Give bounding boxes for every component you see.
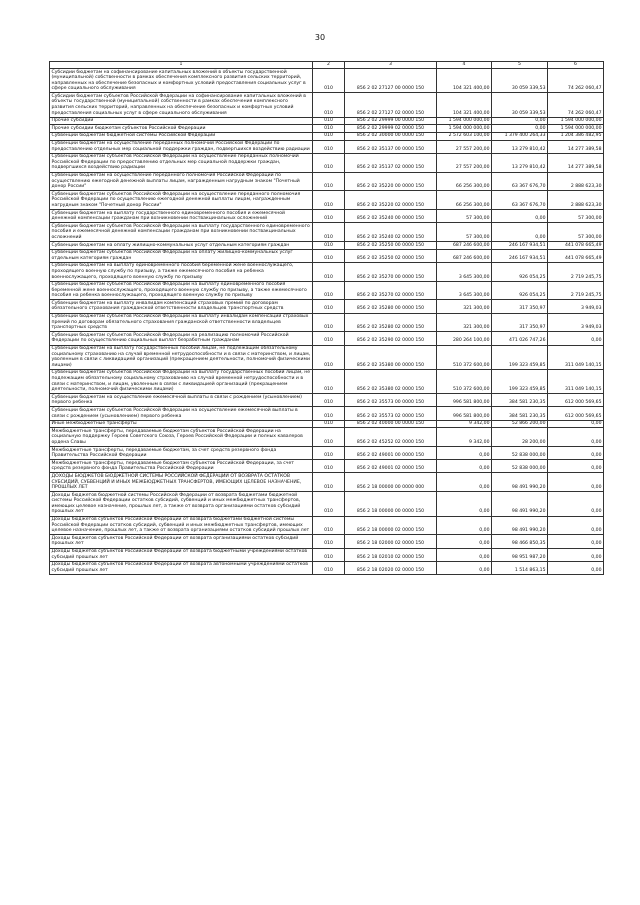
row-plan-cell: 57 300,00	[437, 223, 492, 242]
row-rest-cell: 0,00	[548, 332, 604, 345]
row-rest-cell: 0,00	[548, 447, 604, 460]
row-code-cell: 010	[313, 345, 345, 369]
row-fact-cell: 317 350,97	[492, 300, 548, 313]
table-row	[50, 535, 604, 548]
row-fact-cell: 926 054,25	[492, 281, 548, 300]
row-fact-cell: 0,00	[492, 223, 548, 242]
row-name-cell: Субвенции бюджетам субъектов Российской Федерации на реализацию полномочий Российской Федерации по осуществлению социальных выплат безработным гражданам	[50, 332, 313, 345]
row-rest-cell: 0,00	[548, 561, 604, 574]
row-code-cell: 010	[313, 242, 345, 250]
table-row	[50, 242, 604, 250]
row-rest-cell: 612 000 569,65	[548, 407, 604, 420]
row-fact-cell: 13 279 810,42	[492, 153, 548, 172]
row-rest-cell: 0,00	[548, 516, 604, 535]
row-kbk-cell: 856 2 02 49001 00 0000 150	[345, 447, 437, 460]
row-code-cell: 010	[313, 516, 345, 535]
row-plan-cell: 104 321 400,00	[437, 93, 492, 117]
row-kbk-cell: 856 2 18 00000 00 0000 000	[345, 473, 437, 492]
row-name-cell: Прочие субсидии	[50, 117, 313, 125]
row-rest-cell: 0,00	[548, 535, 604, 548]
row-code-cell: 010	[313, 394, 345, 407]
row-code-cell: 010	[313, 460, 345, 473]
row-plan-cell: 996 581 800,00	[437, 394, 492, 407]
table-row	[50, 153, 604, 172]
row-kbk-cell: 856 2 02 35240 00 0000 150	[345, 210, 437, 223]
row-name-cell: Доходы бюджетов субъектов Российской Федерации от возврата организациями остатков субсидий прошлых лет	[50, 535, 313, 548]
row-plan-cell: 996 581 800,00	[437, 407, 492, 420]
table-row	[50, 191, 604, 210]
row-code-cell: 010	[313, 300, 345, 313]
row-plan-cell: 9 342,00	[437, 420, 492, 428]
row-plan-cell: 9 342,00	[437, 428, 492, 447]
row-name-cell: Субвенции бюджетам субъектов Российской Федерации на выплату государственного единовременного пособия и ежемесячной денежной компенсации гражданам при возникновении поствакцинальных осложнений	[50, 223, 313, 242]
row-fact-cell: 28 200,00	[492, 428, 548, 447]
row-name-cell: ДОХОДЫ БЮДЖЕТОВ БЮДЖЕТНОЙ СИСТЕМЫ РОССИЙСКОЙ ФЕДЕРАЦИИ ОТ ВОЗВРАТА ОСТАТКОВ СУБСИДИЙ, СУБВЕНЦИЙ И ИНЫХ МЕЖБЮДЖЕТНЫХ ТРАНСФЕРТОВ, ИМЕЮЩИХ ЦЕЛЕВОЕ НАЗНАЧЕНИЕ, ПРОШЛЫХ ЛЕТ	[50, 473, 313, 492]
table-row	[50, 210, 604, 223]
column-number-row	[50, 62, 604, 69]
table-row	[50, 548, 604, 561]
row-code-cell: 010	[313, 535, 345, 548]
row-kbk-cell: 856 2 18 00000 02 0000 150	[345, 516, 437, 535]
row-fact-cell: 384 581 230,35	[492, 407, 548, 420]
row-fact-cell: 30 059 339,53	[492, 69, 548, 93]
row-code-cell: 010	[313, 548, 345, 561]
row-fact-cell: 52 838 000,00	[492, 447, 548, 460]
row-rest-cell: 57 300,00	[548, 210, 604, 223]
row-kbk-cell: 856 2 02 40000 00 0000 150	[345, 420, 437, 428]
row-kbk-cell: 856 2 02 35280 00 0000 150	[345, 300, 437, 313]
row-name-cell: Иные межбюджетные трансферты	[50, 420, 313, 428]
row-plan-cell: 0,00	[437, 460, 492, 473]
row-kbk-cell: 856 2 02 35240 02 0000 150	[345, 223, 437, 242]
row-name-cell: Субсидии бюджетам на софинансирование капитальных вложений в объекты государственной (муниципальной) собственности в рамках обеспечения комплексного развития сельских территорий, направленных на обеспечение безопасных и комфортных условий предоставления социальных услуг в сфере социального обслуживания	[50, 69, 313, 93]
row-kbk-cell: 856 2 02 35380 02 0000 150	[345, 369, 437, 393]
row-rest-cell: 2 888 623,30	[548, 191, 604, 210]
row-plan-cell: 0,00	[437, 492, 492, 516]
row-fact-cell: 52 838 000,00	[492, 460, 548, 473]
row-kbk-cell: 856 2 02 35270 02 0000 150	[345, 281, 437, 300]
row-kbk-cell: 856 2 18 02010 02 0000 150	[345, 548, 437, 561]
row-code-cell: 010	[313, 281, 345, 300]
row-rest-cell: 0,00	[548, 548, 604, 561]
row-fact-cell: 1 379 400 264,33	[492, 132, 548, 140]
row-name-cell: Субвенции бюджетам бюджетной системы Российской Федерации	[50, 132, 313, 140]
row-fact-cell: 98 466 850,35	[492, 535, 548, 548]
row-name-cell: Субвенции бюджетам субъектов Российской Федерации на выплату инвалидам компенсаций страховых премий по договорам обязательного страхования гражданской ответственности владельцев транспортных средств	[50, 313, 313, 332]
row-rest-cell: 1 594 000 000,00	[548, 125, 604, 133]
row-fact-cell: 471 026 747,26	[492, 332, 548, 345]
row-plan-cell: 3 645 300,00	[437, 281, 492, 300]
row-name-cell: Прочие субсидии бюджетам субъектов Российской Федерации	[50, 125, 313, 133]
row-kbk-cell: 856 2 18 02000 02 0000 150	[345, 535, 437, 548]
row-fact-cell: 98 491 990,20	[492, 516, 548, 535]
row-name-cell: Субвенции бюджетам субъектов Российской Федерации на осуществление переданных полномочий Российской Федерации по предоставлению отдельных мер социальной поддержки граждан, подвергшихся воздействию радиации	[50, 153, 313, 172]
table-row	[50, 460, 604, 473]
row-rest-cell: 1 204 386 482,95	[548, 132, 604, 140]
row-fact-cell: 98 951 987,20	[492, 548, 548, 561]
row-fact-cell: 13 279 810,42	[492, 140, 548, 153]
row-kbk-cell: 856 2 02 35280 02 0000 150	[345, 313, 437, 332]
row-plan-cell: 0,00	[437, 447, 492, 460]
table-row	[50, 561, 604, 574]
row-fact-cell: 0,00	[492, 117, 548, 125]
row-name-cell: Субсидии бюджетам субъектов Российской Федерации на софинансирование капитальных вложений в объекты государственной (муниципальной) собственности в рамках обеспечения комплексного развития сельских территорий, направленных на обеспечение безопасных и комфортных условий предоставления социальных услуг в сфере социального обслуживания	[50, 93, 313, 117]
row-code-cell: 010	[313, 223, 345, 242]
row-rest-cell: 0,00	[548, 428, 604, 447]
row-name-cell: Межбюджетные трансферты, передаваемые бюджетам, за счет средств резервного фонда Правительства Российской Федерации	[50, 447, 313, 460]
row-kbk-cell: 856 2 02 35573 02 0000 150	[345, 407, 437, 420]
row-code-cell: 010	[313, 473, 345, 492]
row-rest-cell: 0,00	[548, 473, 604, 492]
row-rest-cell: 0,00	[548, 492, 604, 516]
table-row	[50, 516, 604, 535]
row-code-cell: 010	[313, 191, 345, 210]
row-plan-cell: 0,00	[437, 516, 492, 535]
row-fact-cell: 384 581 230,35	[492, 394, 548, 407]
row-plan-cell: 1 594 000 000,00	[437, 117, 492, 125]
row-code-cell: 010	[313, 249, 345, 262]
row-fact-cell: 63 367 676,70	[492, 172, 548, 191]
row-fact-cell: 52 866 200,00	[492, 420, 548, 428]
table-row	[50, 313, 604, 332]
row-fact-cell: 246 167 934,51	[492, 249, 548, 262]
row-code-cell: 010	[313, 447, 345, 460]
row-plan-cell: 0,00	[437, 548, 492, 561]
row-name-cell: Субвенции бюджетам на выплату государственных пособий лицам, не подлежащим обязательному социальному страхованию на случай временной нетрудоспособности и в связи с материнством, и лицам, уволенным в связи с ликвидацией организаций (прекращением деятельности, полномочий физическими лицами)	[50, 345, 313, 369]
row-fact-cell: 199 323 459,85	[492, 345, 548, 369]
row-code-cell: 010	[313, 153, 345, 172]
row-plan-cell: 280 264 100,00	[437, 332, 492, 345]
row-plan-cell: 510 372 600,00	[437, 369, 492, 393]
table-row	[50, 407, 604, 420]
row-fact-cell: 246 167 934,51	[492, 242, 548, 250]
row-name-cell: Субвенции бюджетам субъектов Российской Федерации на выплату государственных пособий лицам, не подлежащим обязательному социальному страхованию на случай временной нетрудоспособности и в связи с материнством, и лицам, уволенным в связи с ликвидацией организаций (прекращением деятельности, полномочий физическими лицами)	[50, 369, 313, 393]
row-kbk-cell: 856 2 02 35290 02 0000 150	[345, 332, 437, 345]
row-name-cell: Субвенции бюджетам на осуществление переданных полномочий Российской Федерации по предоставлению отдельных мер социальной поддержки граждан, подвергшихся воздействию радиации	[50, 140, 313, 153]
row-rest-cell: 57 300,00	[548, 223, 604, 242]
row-rest-cell: 2 719 245,75	[548, 281, 604, 300]
row-code-cell: 010	[313, 132, 345, 140]
row-fact-cell: 317 350,97	[492, 313, 548, 332]
row-fact-cell: 199 323 459,85	[492, 369, 548, 393]
row-plan-cell: 0,00	[437, 473, 492, 492]
row-kbk-cell: 856 2 18 02020 02 0000 150	[345, 561, 437, 574]
table-row	[50, 428, 604, 447]
row-rest-cell: 14 277 389,58	[548, 140, 604, 153]
row-name-cell: Субвенции бюджетам на выплату инвалидам компенсаций страховых премий по договорам обязательного страхования гражданской ответственности владельцев транспортных средств	[50, 300, 313, 313]
table-row	[50, 69, 604, 93]
row-name-cell: Субвенции бюджетам субъектов Российской Федерации на осуществление ежемесячной выплаты в связи с рождением (усыновлением) первого ребенка	[50, 407, 313, 420]
row-rest-cell: 2 719 245,75	[548, 262, 604, 281]
row-rest-cell: 3 949,03	[548, 300, 604, 313]
row-kbk-cell: 856 2 02 35137 00 0000 150	[345, 140, 437, 153]
row-code-cell: 010	[313, 492, 345, 516]
row-code-cell: 010	[313, 140, 345, 153]
row-code-cell: 010	[313, 69, 345, 93]
row-plan-cell: 321 300,00	[437, 300, 492, 313]
row-plan-cell: 0,00	[437, 535, 492, 548]
row-plan-cell: 510 372 600,00	[437, 345, 492, 369]
row-kbk-cell: 856 2 02 49001 02 0000 150	[345, 460, 437, 473]
row-name-cell: Субвенции бюджетам на осуществление ежемесячной выплаты в связи с рождением (усыновлением) первого ребенка	[50, 394, 313, 407]
row-rest-cell: 0,00	[548, 460, 604, 473]
row-fact-cell: 98 491 990,20	[492, 473, 548, 492]
row-kbk-cell: 856 2 02 35220 02 0000 150	[345, 191, 437, 210]
table-row	[50, 281, 604, 300]
row-code-cell: 010	[313, 125, 345, 133]
row-kbk-cell: 856 2 02 45252 02 0000 150	[345, 428, 437, 447]
row-plan-cell: 687 246 600,00	[437, 249, 492, 262]
row-kbk-cell: 856 2 02 35380 00 0000 150	[345, 345, 437, 369]
row-name-cell: Доходы бюджетов субъектов Российской Федерации от возврата бюджетными учреждениями остатков субсидий прошлых лет	[50, 548, 313, 561]
row-fact-cell: 1 514 863,15	[492, 561, 548, 574]
row-kbk-cell: 856 2 02 30000 00 0000 150	[345, 132, 437, 140]
row-code-cell: 010	[313, 561, 345, 574]
table-row	[50, 132, 604, 140]
row-rest-cell: 311 049 140,15	[548, 369, 604, 393]
row-code-cell: 010	[313, 210, 345, 223]
row-code-cell: 010	[313, 313, 345, 332]
row-plan-cell: 687 246 600,00	[437, 242, 492, 250]
row-plan-cell: 104 321 400,00	[437, 69, 492, 93]
row-plan-cell: 1 594 000 000,00	[437, 125, 492, 133]
row-name-cell: Доходы бюджетов бюджетной системы Российской Федерации от возврата бюджетами бюджетной системы Российской Федерации остатков субсидий, субвенций и иных межбюджетных трансфертов, имеющих целевое назначение, прошлых лет, а также от возврата организациями остатков субсидий прошлых лет	[50, 492, 313, 516]
row-kbk-cell: 856 2 02 35270 00 0000 150	[345, 262, 437, 281]
row-code-cell: 010	[313, 420, 345, 428]
row-rest-cell: 441 078 665,49	[548, 249, 604, 262]
row-code-cell: 010	[313, 172, 345, 191]
table-row	[50, 172, 604, 191]
column-header: 4	[437, 62, 492, 69]
table-row	[50, 93, 604, 117]
row-name-cell: Доходы бюджетов субъектов Российской Федерации от возврата бюджетами бюджетной системы Российской Федерации остатков субсидий, субвенций и иных межбюджетных трансфертов, имеющих целевое назначение, прошлых лет, а также от возврата организациями остатков субсидий прошлых лет	[50, 516, 313, 535]
row-kbk-cell: 856 2 18 00000 00 0000 150	[345, 492, 437, 516]
row-kbk-cell: 856 2 02 35137 02 0000 150	[345, 153, 437, 172]
row-rest-cell: 74 262 060,47	[548, 93, 604, 117]
row-fact-cell: 98 491 990,20	[492, 492, 548, 516]
table-row	[50, 492, 604, 516]
row-plan-cell: 57 300,00	[437, 210, 492, 223]
table-row	[50, 117, 604, 125]
table-row	[50, 447, 604, 460]
table-row	[50, 345, 604, 369]
column-header: 5	[492, 62, 548, 69]
row-name-cell: Субвенции бюджетам субъектов Российской Федерации на осуществление переданного полномочия Российской Федерации по осуществлению ежегодной денежной выплаты лицам, награжденным нагрудным знаком "Почетный донор России"	[50, 191, 313, 210]
row-fact-cell: 0,00	[492, 210, 548, 223]
row-kbk-cell: 856 2 02 35573 00 0000 150	[345, 394, 437, 407]
row-code-cell: 010	[313, 117, 345, 125]
table-row	[50, 262, 604, 281]
row-kbk-cell: 856 2 02 35220 00 0000 150	[345, 172, 437, 191]
row-rest-cell: 0,00	[548, 420, 604, 428]
row-name-cell: Субвенции бюджетам субъектов Российской Федерации на оплату жилищно-коммунальных услуг отдельным категориям граждан	[50, 249, 313, 262]
row-rest-cell: 2 888 623,30	[548, 172, 604, 191]
row-fact-cell: 0,00	[492, 125, 548, 133]
row-plan-cell: 3 645 300,00	[437, 262, 492, 281]
row-name-cell: Субвенции бюджетам на выплату единовременного пособия беременной жене военнослужащего, проходящего военную службу по призыву, а также ежемесячного пособия на ребенка военнослужащего, проходящего военную службу по призыву	[50, 262, 313, 281]
table-row	[50, 125, 604, 133]
table-row	[50, 223, 604, 242]
row-name-cell: Субвенции бюджетам на оплату жилищно-коммунальных услуг отдельным категориям граждан	[50, 242, 313, 250]
table-row	[50, 420, 604, 428]
table-row	[50, 300, 604, 313]
row-code-cell: 010	[313, 262, 345, 281]
page-number: 30	[314, 33, 326, 42]
row-name-cell: Субвенции бюджетам субъектов Российской Федерации на выплату единовременного пособия беременной жене военнослужащего, проходящего военную службу по призыву, а также ежемесячного пособия на ребенка военнослужащего, проходящего военную службу по призыву	[50, 281, 313, 300]
row-name-cell: Межбюджетные трансферты, передаваемые бюджетам субъектов Российской Федерации, за счет средств резервного фонда Правительства Российской Федерации	[50, 460, 313, 473]
row-plan-cell: 27 557 200,00	[437, 140, 492, 153]
row-kbk-cell: 856 2 02 27127 02 0000 150	[345, 93, 437, 117]
row-code-cell: 010	[313, 407, 345, 420]
row-rest-cell: 14 277 389,58	[548, 153, 604, 172]
row-code-cell: 010	[313, 369, 345, 393]
column-header: 3	[345, 62, 437, 69]
row-rest-cell: 1 594 000 000,00	[548, 117, 604, 125]
row-code-cell: 010	[313, 428, 345, 447]
budget-table	[49, 61, 604, 575]
row-fact-cell: 63 367 676,70	[492, 191, 548, 210]
row-plan-cell: 66 256 300,00	[437, 191, 492, 210]
row-code-cell: 010	[313, 332, 345, 345]
row-rest-cell: 74 262 060,47	[548, 69, 604, 93]
table-body	[50, 69, 604, 575]
row-kbk-cell: 856 2 02 29999 00 0000 150	[345, 117, 437, 125]
row-fact-cell: 30 059 339,53	[492, 93, 548, 117]
row-plan-cell: 321 300,00	[437, 313, 492, 332]
table-row	[50, 140, 604, 153]
row-name-cell: Субвенции бюджетам на выплату государственного единовременного пособия и ежемесячной денежной компенсации гражданам при возникновении поствакцинальных осложнений	[50, 210, 313, 223]
row-name-cell: Субвенции бюджетам на осуществление переданного полномочия Российской Федерации по осуществлению ежегодной денежной выплаты лицам, награжденным нагрудным знаком "Почетный донор России"	[50, 172, 313, 191]
row-fact-cell: 926 054,25	[492, 262, 548, 281]
column-header: 6	[548, 62, 604, 69]
row-rest-cell: 441 078 665,49	[548, 242, 604, 250]
row-kbk-cell: 856 2 02 35250 00 0000 150	[345, 242, 437, 250]
row-rest-cell: 612 000 569,65	[548, 394, 604, 407]
row-plan-cell: 66 256 300,00	[437, 172, 492, 191]
row-kbk-cell: 856 2 02 29999 02 0000 150	[345, 125, 437, 133]
row-rest-cell: 311 049 140,15	[548, 345, 604, 369]
row-kbk-cell: 856 2 02 27127 00 0000 150	[345, 69, 437, 93]
row-plan-cell: 2 572 603 100,00	[437, 132, 492, 140]
table-row	[50, 369, 604, 393]
table-row	[50, 394, 604, 407]
row-name-cell: Доходы бюджетов субъектов Российской Федерации от возврата автономными учреждениями остатков субсидий прошлых лет	[50, 561, 313, 574]
row-plan-cell: 27 557 200,00	[437, 153, 492, 172]
table-row	[50, 332, 604, 345]
table-row	[50, 473, 604, 492]
row-rest-cell: 3 949,03	[548, 313, 604, 332]
column-header: 1	[50, 62, 313, 69]
row-kbk-cell: 856 2 02 35250 02 0000 150	[345, 249, 437, 262]
row-code-cell: 010	[313, 93, 345, 117]
row-plan-cell: 0,00	[437, 561, 492, 574]
row-name-cell: Межбюджетные трансферты, передаваемые бюджетам субъектов Российской Федерации на социальную поддержку Героев Советского Союза, Героев Российской Федерации и полных кавалеров ордена Славы	[50, 428, 313, 447]
column-header: 2	[313, 62, 345, 69]
table-row	[50, 249, 604, 262]
